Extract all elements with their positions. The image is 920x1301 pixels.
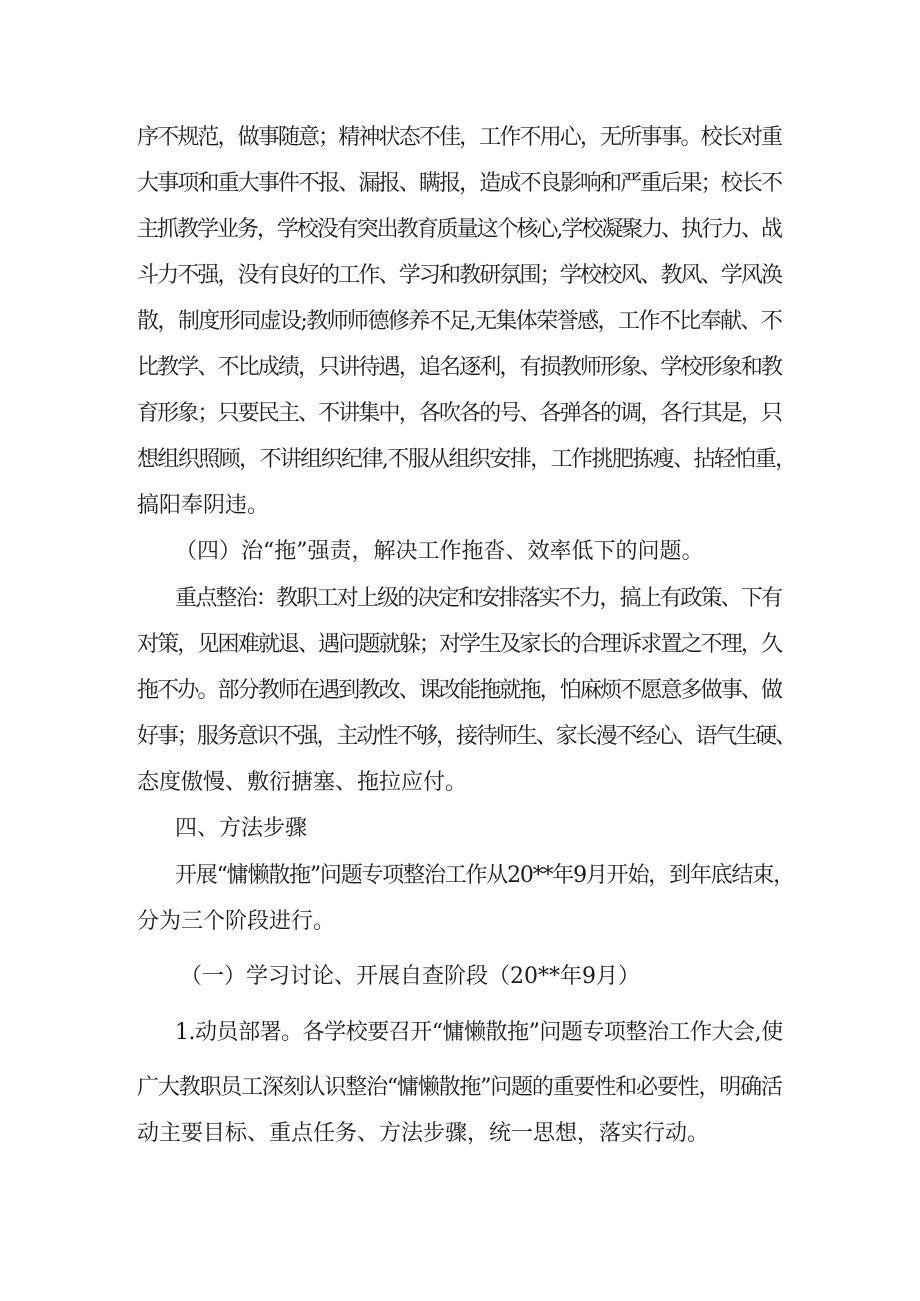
- text-line: 主抓教学业务，学校没有突出教育质量这个核心,学校凝聚力、执行力、战: [137, 217, 782, 242]
- heading-line: （四）治“拖”强责，解决工作拖沓、效率低下的问题。: [175, 539, 704, 564]
- text-line: 拖不办。部分教师在遇到教改、课改能拖就拖，怕麻烦不愿意多做事、做: [137, 678, 782, 703]
- text-line: 大事项和重大事件不报、漏报、瞒报，造成不良影响和严重后果；校长不: [137, 171, 782, 196]
- text-line: 序不规范，做事随意；精神状态不佳，工作不用心，无所事事。校长对重: [137, 125, 782, 150]
- text-line: 广大教职员工深刻认识整治“慵懒散拖”问题的重要性和必要性，明确活: [137, 1075, 782, 1100]
- text-line: 对策，见困难就退、遇问题就躲；对学生及家长的合理诉求置之不理，久: [137, 632, 782, 657]
- text-line: 分为三个阶段进行。: [137, 909, 336, 934]
- text-line: 态度傲慢、敷衍搪塞、拖拉应付。: [137, 770, 468, 795]
- heading-line: （一）学习讨论、开展自查阶段（20**年9月）: [180, 964, 640, 989]
- text-line: 重点整治：教职工对上级的决定和安排落实不力，搞上有政策、下有: [175, 586, 782, 611]
- text-line: 育形象；只要民主、不讲集中，各吹各的号、各弹各的调，各行其是，只: [137, 401, 782, 426]
- text-line: 想组织照顾，不讲组织纪律,不服从组织安排，工作挑肥拣瘦、拈轻怕重，: [137, 447, 796, 472]
- text-line: 开展“慵懒散拖”问题专项整治工作从20**年9月开始，到年底结束，: [175, 863, 794, 888]
- text-line: 斗力不强，没有良好的工作、学习和教研氛围；学校校风、教风、学风涣: [137, 263, 782, 288]
- text-line: 搞阳奉阴违。: [137, 493, 270, 518]
- text-line: 1.动员部署。各学校要召开“慵懒散拖”问题专项整治工作大会,使: [175, 1020, 783, 1045]
- text-line: 动主要目标、重点任务、方法步骤，统一思想，落实行动。: [137, 1121, 710, 1146]
- text-line: 好事；服务意识不强，主动性不够，接待师生、家长漫不经心、语气生硬、: [137, 724, 796, 749]
- heading-line: 四、方法步骤: [175, 816, 308, 841]
- text-line: 比教学、不比成绩，只讲待遇，追名逐利，有损教师形象、学校形象和教: [137, 355, 782, 380]
- text-line: 散，制度形同虚设;教师师德修养不足,无集体荣誉感，工作不比奉献、不: [137, 309, 782, 334]
